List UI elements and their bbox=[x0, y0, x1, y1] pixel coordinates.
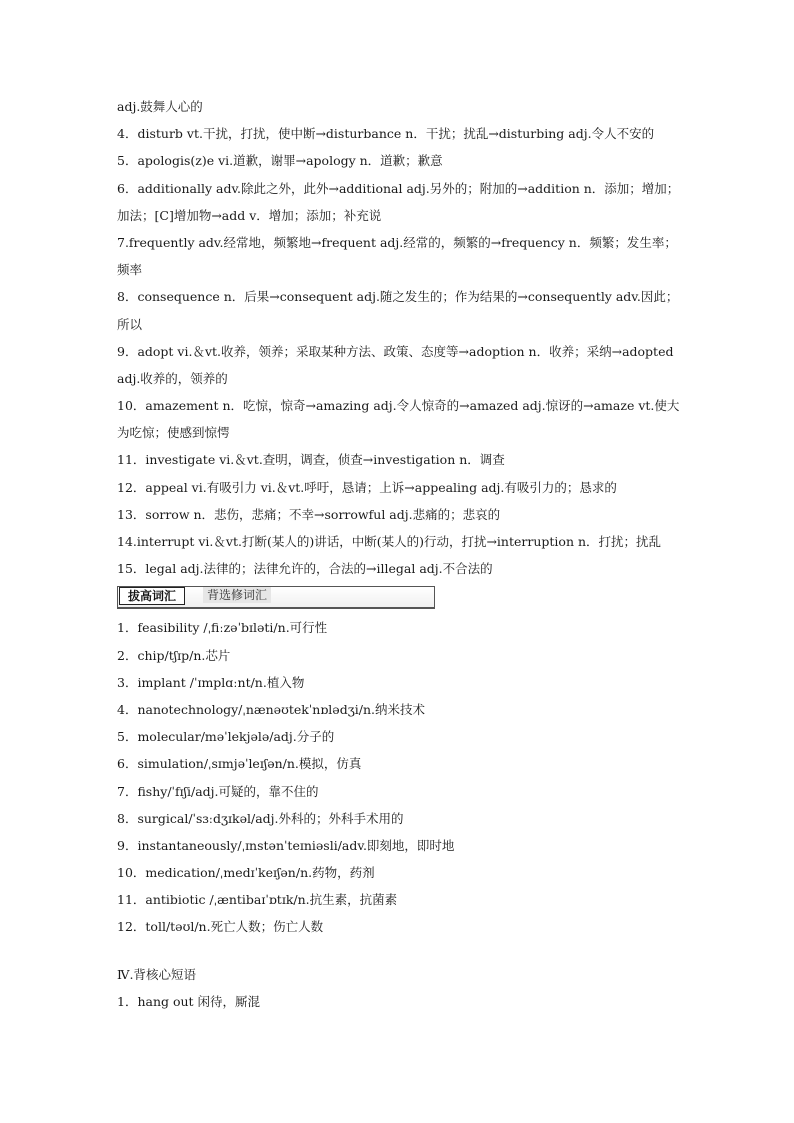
text-line: 15．legal adj.法律的；法律允许的，合法的→illegal adj.不合法的 bbox=[117, 561, 493, 577]
text-line: 7.frequently adv.经常地，频繁地→frequent adj.经常的，频繁的→frequency n．频繁；发生率； bbox=[117, 234, 677, 250]
page-content bbox=[117, 93, 682, 1015]
text-line: 频率 bbox=[117, 262, 143, 278]
vocab-line: 2．chip/tʃɪp/n.芯片 bbox=[117, 647, 231, 663]
phrase-line: 1．hang out 闲待，厮混 bbox=[117, 993, 261, 1009]
text-line: 8．consequence n．后果→consequent adj.随之发生的；作为结果的→consequently adv.因此； bbox=[117, 289, 679, 305]
text-line: 13．sorrow n．悲伤，悲痛；不幸→sorrowful adj.悲痛的；悲哀的 bbox=[117, 506, 501, 522]
text-line: 12．appeal vi.有吸引力 vi.＆vt.呼吁，恳请；上诉→appealing adj.有吸引力的；恳求的 bbox=[117, 479, 617, 495]
word-family-list bbox=[117, 93, 682, 582]
advanced-vocab-list bbox=[117, 614, 682, 940]
section-heading: Ⅳ.背核心短语 bbox=[117, 966, 196, 982]
vocab-line: 11．antibiotic /ˌæntibaɪˈɒtɪk/n.抗生素，抗菌素 bbox=[117, 892, 398, 908]
text-line: 所以 bbox=[117, 316, 143, 332]
text-line: 14.interrupt vi.＆vt.打断(某人的)讲话，中断(某人的)行动，打扰→interruption n．打扰；扰乱 bbox=[117, 534, 662, 549]
core-phrase-list bbox=[117, 988, 682, 1015]
text-line: adj.鼓舞人心的 bbox=[117, 99, 203, 114]
section-tab-primary: 拔高词汇 bbox=[119, 587, 185, 605]
vocab-line: 6．simulation/ˌsɪmjəˈleɪʃən/n.模拟，仿真 bbox=[117, 756, 362, 772]
text-line: 11．investigate vi.＆vt.查明，调查，侦查→investigation n．调查 bbox=[117, 452, 505, 468]
text-line: 6．additionally adv.除此之外，此外→additional adj.另外的；附加的→addition n．添加；增加； bbox=[117, 180, 680, 196]
text-line: 9．adopt vi.＆vt.收养，领养；采取某种方法、政策、态度等→adoption n．收养；采纳→adopted bbox=[117, 343, 674, 359]
spacer bbox=[117, 941, 682, 961]
vocab-line: 9．instantaneously/ˌɪnstənˈteɪniəsli/adv.即刻地，即时地 bbox=[117, 837, 455, 853]
vocab-line: 8．surgical/ˈsɜːdʒɪkəl/adj.外科的；外科手术用的 bbox=[117, 810, 404, 826]
section-tab-secondary: 背选修词汇 bbox=[203, 587, 271, 603]
text-line: 为吃惊；使感到惊愕 bbox=[117, 425, 230, 441]
section-header-bar bbox=[117, 586, 435, 608]
text-line: 4．disturb vt.干扰，打扰，使中断→disturbance n．干扰；扰乱→disturbing adj.令人不安的 bbox=[117, 126, 655, 142]
vocab-line: 3．implant /ˈɪmplɑːnt/n.植入物 bbox=[117, 674, 305, 690]
vocab-line: 5．molecular/məˈlekjələ/adj.分子的 bbox=[117, 729, 335, 745]
text-line: 5．apologis(z)e vi.道歉，谢罪→apology n．道歉；歉意 bbox=[117, 153, 443, 169]
text-line: adj.收养的，领养的 bbox=[117, 370, 228, 386]
text-line: 10．amazement n．吃惊，惊奇→amazing adj.令人惊奇的→amazed adj.惊讶的→amaze vt.使大 bbox=[117, 398, 680, 414]
vocab-line: 10．medication/ˌmedɪˈkeɪʃən/n.药物，药剂 bbox=[117, 865, 375, 881]
text-line: 加法；[C]增加物→add v．增加；添加；补充说 bbox=[117, 207, 382, 223]
vocab-line: 1．feasibility /ˌfiːzəˈbɪləti/n.可行性 bbox=[117, 620, 328, 636]
vocab-line: 7．fishy/ˈfɪʃi/adj.可疑的，靠不住的 bbox=[117, 783, 319, 799]
vocab-line: 12．toll/təʊl/n.死亡人数；伤亡人数 bbox=[117, 919, 324, 935]
vocab-line: 4．nanotechnology/ˌnænəʊtekˈnɒlədʒi/n.纳米技术 bbox=[117, 701, 425, 717]
